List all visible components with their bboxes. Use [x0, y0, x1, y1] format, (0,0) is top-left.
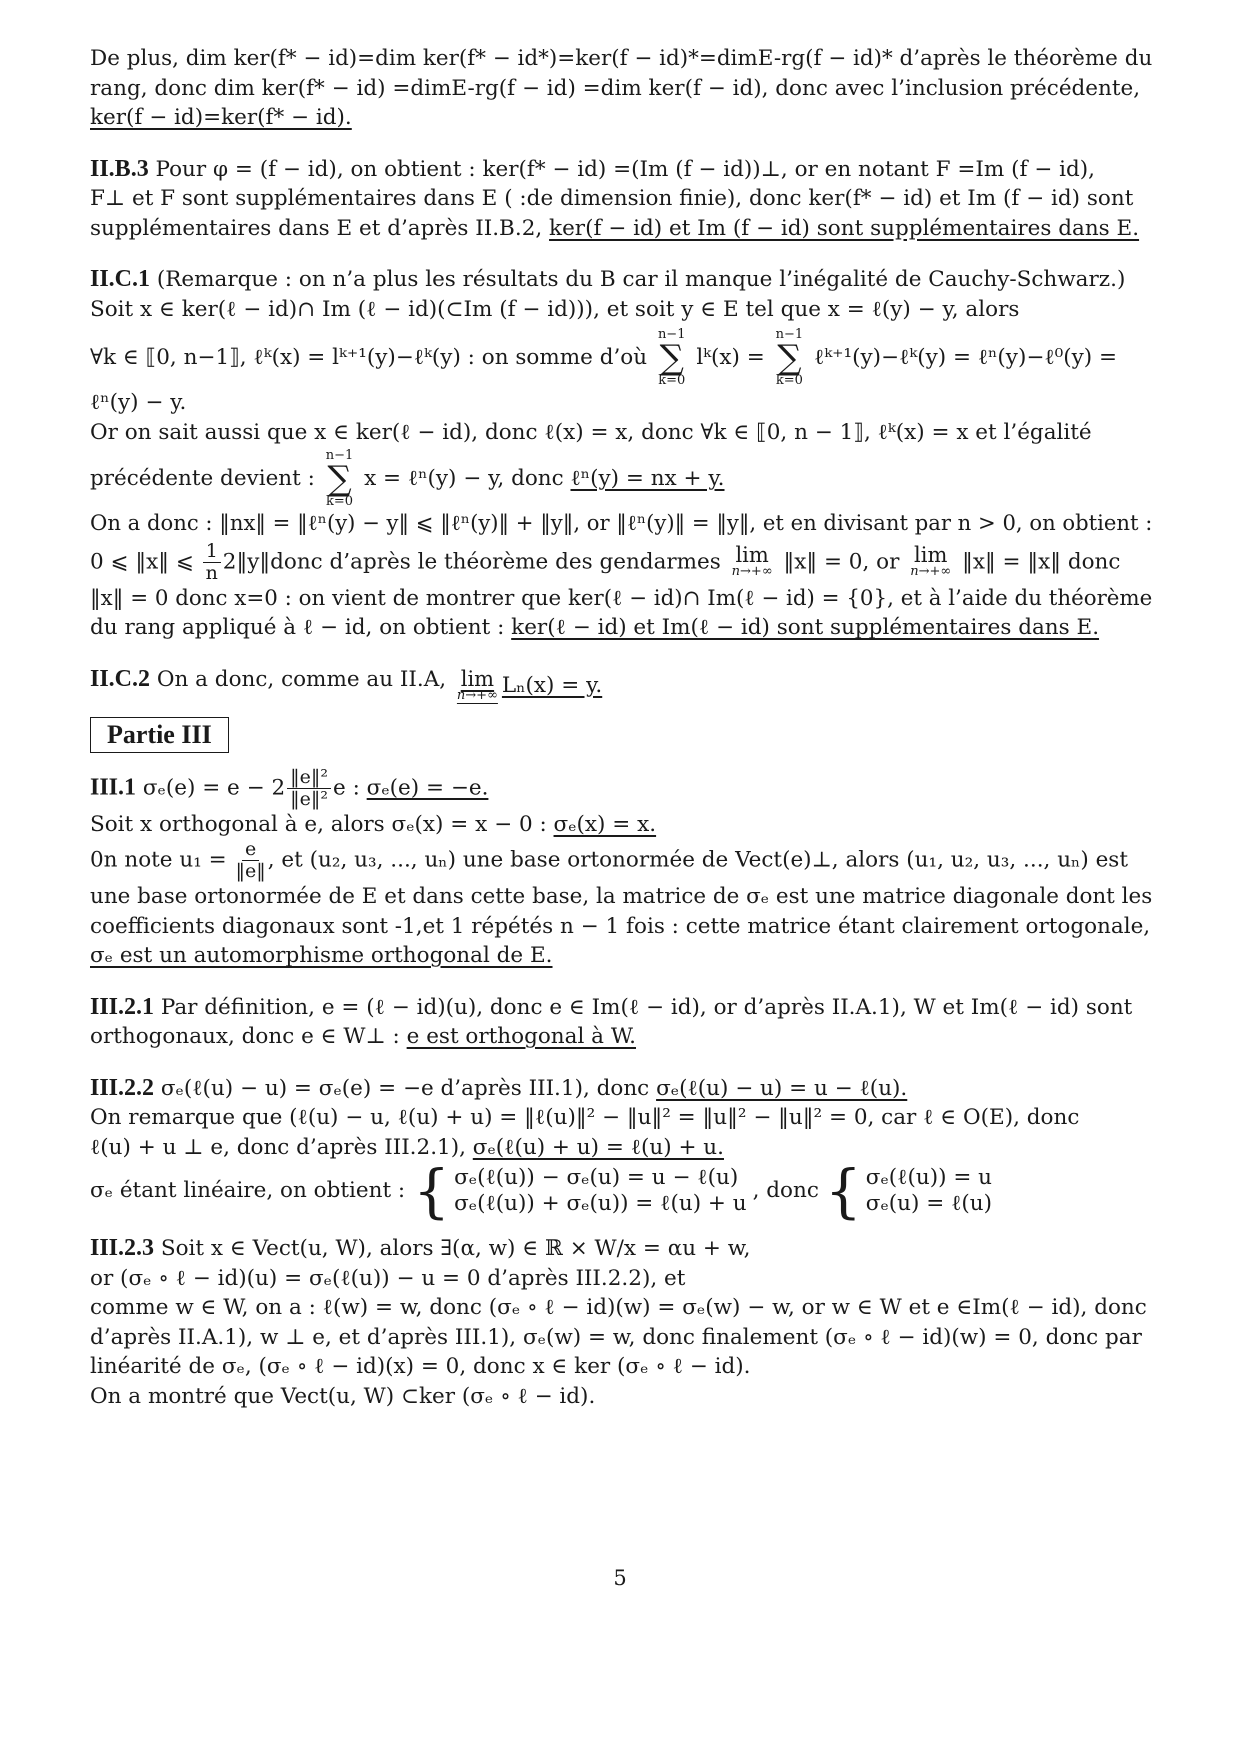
text-line: ∀k ∈ ⟦0, n−1⟧, ℓᵏ(x) = lᵏ⁺¹(y)−ℓᵏ(y) : on somme d’où: [90, 345, 648, 370]
text-line: ‖x‖ = ‖x‖ donc: [962, 549, 1121, 574]
fraction-denominator: n: [205, 561, 218, 584]
text-line: 0n note u₁ =: [90, 847, 227, 873]
sum-upper-bound: n−1: [325, 448, 354, 463]
lim-subscript: n→+∞: [910, 564, 952, 579]
text-line: orthogonaux, donc e ∈ W⊥ :: [90, 1024, 407, 1049]
underlined-result: σₑ(ℓ(u) − u) = u − ℓ(u).: [656, 1075, 908, 1101]
text-line: Or on sait aussi que x ∈ ker(ℓ − id), donc ℓ(x) = x, donc ∀k ∈ ⟦0, n − 1⟧, ℓᵏ(x) = x et l’égalité: [90, 419, 1092, 445]
lim-subscript: n→+∞: [456, 687, 498, 703]
sum-upper-bound: n−1: [775, 327, 804, 342]
text-line: On a donc, comme au II.A,: [150, 666, 447, 692]
text-line: x = ℓⁿ(y) − y, donc: [364, 466, 571, 491]
sum-lower-bound: k=0: [325, 494, 353, 509]
text-line: Soit x ∈ Vect(u, W), alors ∃(α, w) ∈ ℝ × W/x = αu + w,: [154, 1236, 751, 1261]
text-line: F⊥ et F sont supplémentaires dans E ( :de dimension finie), donc ker(f* − id) et Im (f − id) sont: [90, 186, 1134, 211]
text-line: De plus, dim ker(f* − id)=dim ker(f* − id*)=ker(f − id)*=dimE-rg(f − id)* d’après le théorème du: [90, 46, 1153, 71]
section-IIC2: [90, 665, 1152, 703]
text-line: On a donc : ‖nx‖ = ‖ℓⁿ(y) − y‖ ⩽ ‖ℓⁿ(y)‖ + ‖y‖, or ‖ℓⁿ(y)‖ = ‖y‖, et en divisant par n > 0, on obtient :: [90, 511, 1153, 536]
text-line: Soit x orthogonal à e, alors σₑ(x) = x − 0 :: [90, 811, 554, 837]
text-line: σₑ étant linéaire, on obtient :: [90, 1178, 406, 1204]
section-label: II.C.2: [90, 665, 151, 692]
limit-result: Lₙ(x) = y.: [501, 672, 603, 698]
text-line: Pour φ = (f − id), on obtient : ker(f* − id) =(Im (f − id))⊥, or en notant F =Im (f − id),: [148, 156, 1095, 182]
fraction-denominator: ‖e‖²: [290, 787, 329, 810]
fraction-denominator: ‖e‖: [235, 860, 266, 882]
lim-word: lim: [460, 666, 495, 691]
fraction: [287, 767, 331, 810]
lim-word: lim: [914, 543, 948, 567]
sigma-icon: ∑: [777, 338, 802, 378]
underlined-result: ker(f − id)=ker(f* − id).: [90, 105, 352, 130]
part-title-box: Partie III: [90, 717, 229, 753]
summation-symbol: [326, 449, 354, 509]
fraction: [203, 541, 221, 584]
text-line: du rang appliqué à ℓ − id, on obtient :: [90, 615, 512, 640]
text-line: On remarque que (ℓ(u) − u, ℓ(u) + u) = ‖ℓ(u)‖² − ‖u‖² = ‖u‖² − ‖u‖² = 0, car ℓ ∈ O(E), donc: [90, 1105, 1080, 1130]
text-line: rang, donc dim ker(f* − id) =dimE-rg(f − id) =dim ker(f − id), donc avec l’inclusion précédente,: [90, 75, 1141, 101]
text-line: précédente devient :: [90, 466, 315, 491]
text-line: ℓⁿ(y) − y.: [90, 390, 187, 415]
text-line: ‖x‖ = 0, or: [783, 549, 900, 574]
text-line: lᵏ(x) =: [696, 345, 765, 370]
section-III22: [90, 1074, 1152, 1225]
text-line: comme w ∈ W, on a : ℓ(w) = w, donc (σₑ ∘ ℓ − id)(w) = σₑ(w) − w, or w ∈ W et e ∈Im(ℓ − id), donc: [90, 1295, 1147, 1320]
limit-operator: [910, 545, 951, 579]
brace-icon: {: [824, 1157, 862, 1225]
page-number: 5: [613, 1566, 627, 1590]
equation-system: [413, 1157, 747, 1225]
underlined-result: ℓⁿ(y) = nx + y.: [570, 466, 725, 491]
text-line: , et (u₂, u₃, ..., uₙ) une base ortonormée de Vect(e)⊥, alors (u₁, u₂, u₃, ..., uₙ) est: [267, 847, 1128, 873]
section-III23: [90, 1234, 1152, 1411]
text-line: ℓᵏ⁺¹(y)−ℓᵏ(y) = ℓⁿ(y)−ℓ⁰(y) =: [814, 345, 1118, 370]
sum-upper-bound: n−1: [657, 327, 686, 342]
fraction-numerator: 1: [203, 541, 221, 563]
intro-paragraph: [90, 44, 1152, 133]
text-line: σₑ(e) = e − 2: [136, 775, 286, 800]
section-label: II.B.3: [90, 155, 149, 182]
lim-word: lim: [735, 543, 769, 567]
text-line: ℓ(u) + u ⊥ e, donc d’après III.2.1),: [90, 1134, 473, 1160]
underlined-result: σₑ(x) = x.: [553, 811, 657, 837]
text-line: 0 ⩽ ‖x‖ ⩽: [90, 549, 194, 574]
text-line: , donc: [752, 1178, 819, 1204]
sum-lower-bound: k=0: [658, 373, 686, 388]
underlined-result: ker(f − id) et Im (f − id) sont supplémentaires dans E.: [549, 215, 1140, 241]
section-label: III.1: [90, 774, 137, 800]
underlined-result: σₑ(e) = −e.: [366, 775, 489, 800]
brace-icon: {: [413, 1157, 451, 1225]
system-row: σₑ(ℓ(u)) = u: [865, 1165, 993, 1190]
underlined-result: [453, 666, 603, 703]
page-content: [90, 44, 1152, 1411]
equation-system: [824, 1157, 993, 1225]
text-line: or (σₑ ∘ ℓ − id)(u) = σₑ(ℓ(u)) − u = 0 d’après III.2.2), et: [90, 1265, 686, 1291]
text-line: e :: [333, 775, 367, 800]
text-line: une base ortonormée de E et dans cette base, la matrice de σₑ est une matrice diagonale dont les: [90, 884, 1153, 909]
text-line: supplémentaires dans E et d’après II.B.2,: [90, 215, 550, 241]
text-line: On a montré que Vect(u, W) ⊂ker (σₑ ∘ ℓ − id).: [90, 1383, 596, 1409]
underlined-result: ker(ℓ − id) et Im(ℓ − id) sont supplémentaires dans E.: [511, 615, 1100, 640]
sum-lower-bound: k=0: [775, 373, 803, 388]
fraction: [236, 839, 266, 882]
text-line: Soit x ∈ ker(ℓ − id)∩ Im (ℓ − id)(⊂Im (f − id))), et soit y ∈ E tel que x = ℓ(y) − y, alors: [90, 296, 1020, 322]
summation-symbol: [658, 328, 686, 388]
underlined-result: σₑ est un automorphisme orthogonal de E.: [90, 943, 553, 968]
text-line: (Remarque : on n’a plus les résultats du B car il manque l’inégalité de Cauchy-Schwarz.): [150, 267, 1126, 292]
text-line: d’après II.A.1), w ⊥ e, et d’après III.1), σₑ(w) = w, donc finalement (σₑ ∘ ℓ − id)(w) = 0, donc par: [90, 1324, 1142, 1350]
fraction-numerator: e: [242, 839, 259, 861]
text-line: 2‖y‖donc d’après le théorème des gendarmes: [222, 549, 721, 574]
section-III21: [90, 993, 1152, 1052]
section-IIB3: [90, 155, 1152, 244]
section-label: III.2.3: [90, 1235, 155, 1261]
text-line: σₑ(ℓ(u) − u) = σₑ(e) = −e d’après III.1), donc: [154, 1075, 657, 1101]
summation-symbol: [776, 328, 804, 388]
lim-subscript: n→+∞: [731, 564, 773, 579]
underlined-result: e est orthogonal à W.: [406, 1024, 636, 1049]
text-line: ‖x‖ = 0 donc x=0 : on vient de montrer que ker(ℓ − id)∩ Im(ℓ − id) = {0}, et à l’aide du théorème: [90, 585, 1153, 611]
limit-operator: [456, 666, 498, 703]
section-III1: [90, 767, 1152, 971]
text-line: coefficients diagonaux sont -1,et 1 répétés n − 1 fois : cette matrice étant clairement ortogonale,: [90, 913, 1151, 939]
text-line: Par définition, e = (ℓ − id)(u), donc e ∈ Im(ℓ − id), or d’après II.A.1), W et Im(ℓ − id) sont: [154, 994, 1133, 1020]
fraction-numerator: ‖e‖²: [287, 767, 331, 789]
sigma-icon: ∑: [327, 459, 352, 499]
system-row: σₑ(ℓ(u)) − σₑ(u) = u − ℓ(u): [454, 1165, 739, 1190]
section-IIC1: [90, 265, 1152, 643]
section-label: II.C.1: [90, 266, 151, 292]
system-row: σₑ(u) = ℓ(u): [865, 1191, 993, 1216]
part-heading: [90, 717, 1152, 753]
system-row: σₑ(ℓ(u)) + σₑ(u)) = ℓ(u) + u: [454, 1191, 747, 1216]
underlined-result: σₑ(ℓ(u) + u) = ℓ(u) + u.: [472, 1134, 724, 1160]
limit-operator: [732, 545, 773, 579]
sigma-icon: ∑: [659, 338, 684, 378]
section-label: III.2.1: [90, 993, 155, 1020]
section-label: III.2.2: [90, 1074, 155, 1101]
text-line: linéarité de σₑ, (σₑ ∘ ℓ − id)(x) = 0, donc x ∈ ker (σₑ ∘ ℓ − id).: [90, 1354, 751, 1379]
